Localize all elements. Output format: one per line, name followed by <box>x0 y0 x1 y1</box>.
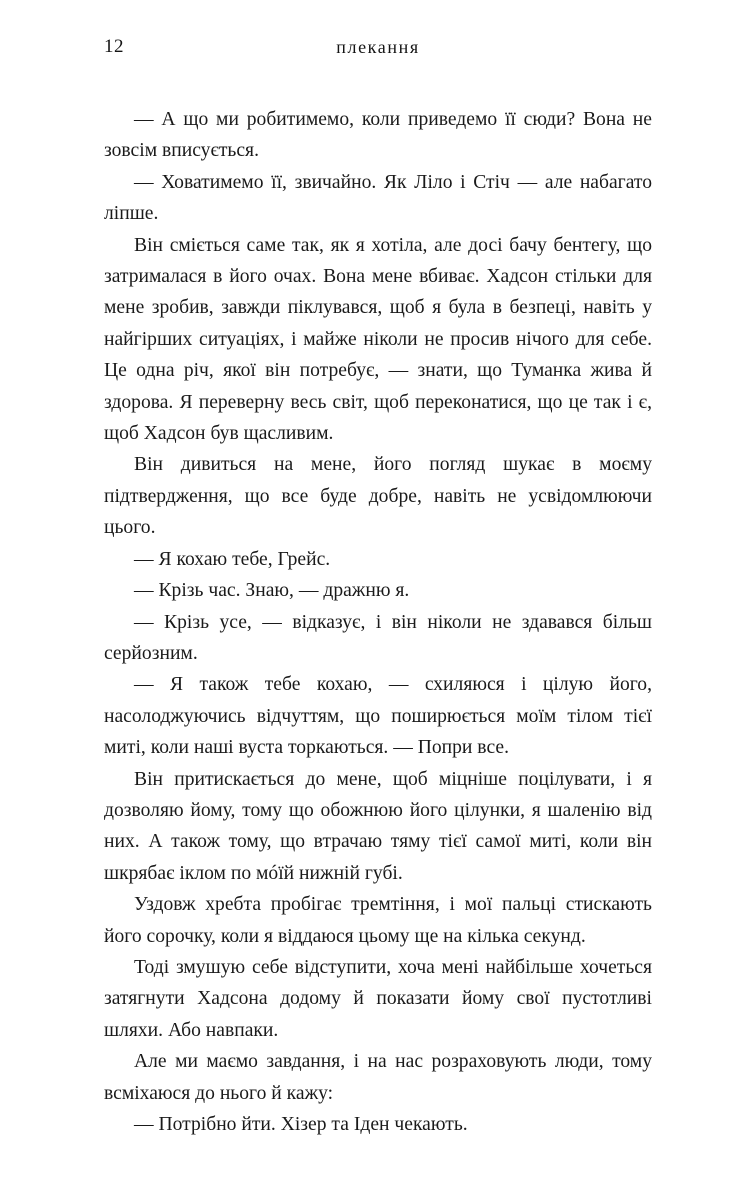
paragraph: Уздовж хребта пробігає тремтіння, і мої пальці стискають його сорочку, коли я віддаюся цьому ще на кілька секунд. <box>104 894 652 947</box>
paragraph: Він притискається до мене, щоб міцніше поцілувати, і я дозволяю йому, тому що обожнюю його цілунки, я шаленію від них. А також тому, що втрачаю тяму тієї самої миті, коли він шкрябає іклом по мóїй нижній губі. <box>104 768 652 884</box>
page-number: 12 <box>104 36 124 57</box>
paragraph: — Крізь час. Знаю, — дражню я. <box>134 580 410 602</box>
paragraph: — А що ми робитимемо, коли приведемо її сюди? Вона не зовсім вписується. <box>104 109 652 162</box>
paragraph: — Потрібно йти. Хізер та Іден чекають. <box>134 1114 468 1135</box>
paragraph: Тоді змушую себе відступити, хоча мені найбільше хочеться затягнути Хадсона додому й показати йому свої пустотливі шляхи. Або навпаки. <box>104 956 652 1041</box>
page-body <box>104 104 652 1140</box>
paragraph: — Крізь усе, — відказує, і він ніколи не здавався більш серйозним. <box>104 611 652 664</box>
running-title: плекання <box>336 37 420 57</box>
paragraph: — Я також тебе кохаю, — схиляюся і цілую його, насолоджуючись відчуттям, що поширюється моїм тілом тієї миті, коли наші вуста торкаються. — Попри все. <box>104 674 652 759</box>
paragraph: Він сміється саме так, як я хотіла, але досі бачу бентегу, що затрималася в його очах. Вона мене вбиває. Хадсон стільки для мене зробив, завжди піклувався, щоб я була в безпеці, навіть у найгірших ситуаціях, і майже ніколи не просив нічого для себе. Це одна річ, якої він потребує, — знати, що Туманка жива й здорова. Я переверну весь світ, щоб переконатися, що це так і є, щоб Хадсон був щасливим. <box>104 234 652 445</box>
paragraph: — Я кохаю тебе, Грейс. <box>134 548 331 570</box>
page-header <box>104 36 652 60</box>
paragraph: Але ми маємо завдання, і на нас розраховують люди, тому всміхаюся до нього й кажу: <box>104 1051 652 1104</box>
paragraph: — Ховатимемо її, звичайно. Як Ліло і Стіч — але набагато ліпше. <box>104 171 652 225</box>
paragraph: Він дивиться на мене, його погляд шукає в моєму підтвердження, що все буде добре, навіть не усвідомлюючи цього. <box>104 454 652 539</box>
